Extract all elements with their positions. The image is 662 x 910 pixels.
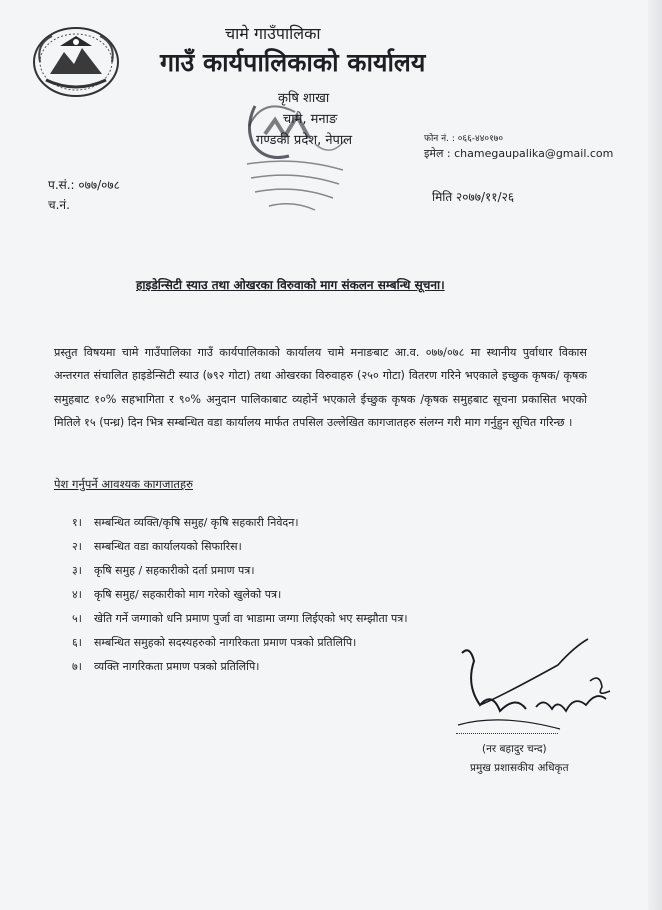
signatory-name: (नर बहादुर चन्द) (482, 743, 547, 755)
office-location: चामे, मनाङ (283, 112, 338, 127)
list-item: ७। व्यक्ति नागरिकता प्रमाण पत्रको प्रतिलिपि। (72, 660, 260, 673)
letter-number: प.सं.: ०७७/०७८ (48, 178, 120, 192)
nepal-emblem-icon (30, 22, 122, 102)
section-name: कृषि शाखा (278, 91, 330, 106)
signatory-title: प्रमुख प्रशासकीय अधिकृत (470, 762, 569, 774)
list-item: ४। कृषि समुह/ सहकारीको माग गरेको खुलेको पत्र। (72, 588, 282, 601)
municipality-name: चामे गाउँपालिका (225, 24, 321, 43)
notice-body: प्रस्तुत विषयमा चामे गाउँपालिका गाउँ कार्यपालिकाको कार्यालय चामे मनाङबाट आ.व. ०७७/०७८ मा स्थानीय पुर्वाधार विकास अन्तरगत संचालित हाइडेन्सिटी स्याउ (७९२ गोटा) तथा ओखरका विरुवाहरु (२५० गोटा) वितरण गरिने भएकाले इच्छुक कृषक/ कृषक समुहबाट १०% सहभागिता र ९०% अनुदान पालिकाबाट व्यहोर्ने भएकाले ईच्छुक कृषक /कृषक समुहबाट सूचना प्रकासित भएको मितिले १५ (पन्ध्र) दिन भित्र सम्बन्धित वडा कार्यालय मार्फत तपसिल उल्लेखित कागजातहरु संलग्न गरी माग गर्नुहुन सूचित गरिन्छ । (54, 346, 587, 430)
office-province: गण्डकी प्रदेश, नेपाल (256, 133, 353, 148)
list-item: २। सम्बन्धित वडा कार्यालयको सिफारिस। (72, 540, 242, 553)
paper-edge-shadow (648, 0, 662, 910)
email-address: इमेल : chamegaupalika@gmail.com (424, 147, 614, 160)
phone-number: फोन नं. : ०६६-४४०१७० (424, 134, 504, 144)
letter-date: मिति २०७७/११/२६ (432, 190, 515, 204)
list-item: ५। खेति गर्ने जग्गाको धनि प्रमाण पुर्जा वा भाडामा जग्गा लिईएको भए सम्झौता पत्र। (72, 612, 408, 625)
list-item: ३। कृषि समुह / सहकारीको दर्ता प्रमाण पत्र। (72, 564, 255, 577)
signature-line (456, 733, 558, 734)
office-stamp (235, 86, 365, 221)
office-name: गाउँ कार्यपालिकाको कार्यालय (160, 48, 426, 77)
dispatch-number: च.नं. (48, 198, 70, 212)
document-list-heading: पेश गर्नुपर्ने आवश्यक कागजातहरु (54, 477, 193, 491)
notice-subject: हाइडेन्सिटी स्याउ तथा ओखरका विरुवाको माग संकलन सम्बन्धि सूचना। (136, 278, 445, 292)
list-item: ६। सम्बन्धित समुहको सदस्यहरुको नागरिकता प्रमाण पत्रको प्रतिलिपि। (72, 636, 357, 649)
list-item: १। सम्बन्धित व्यक्ति/कृषि समुह/ कृषि सहकारी निवेदन। (72, 516, 299, 529)
handwritten-signature (440, 625, 620, 740)
